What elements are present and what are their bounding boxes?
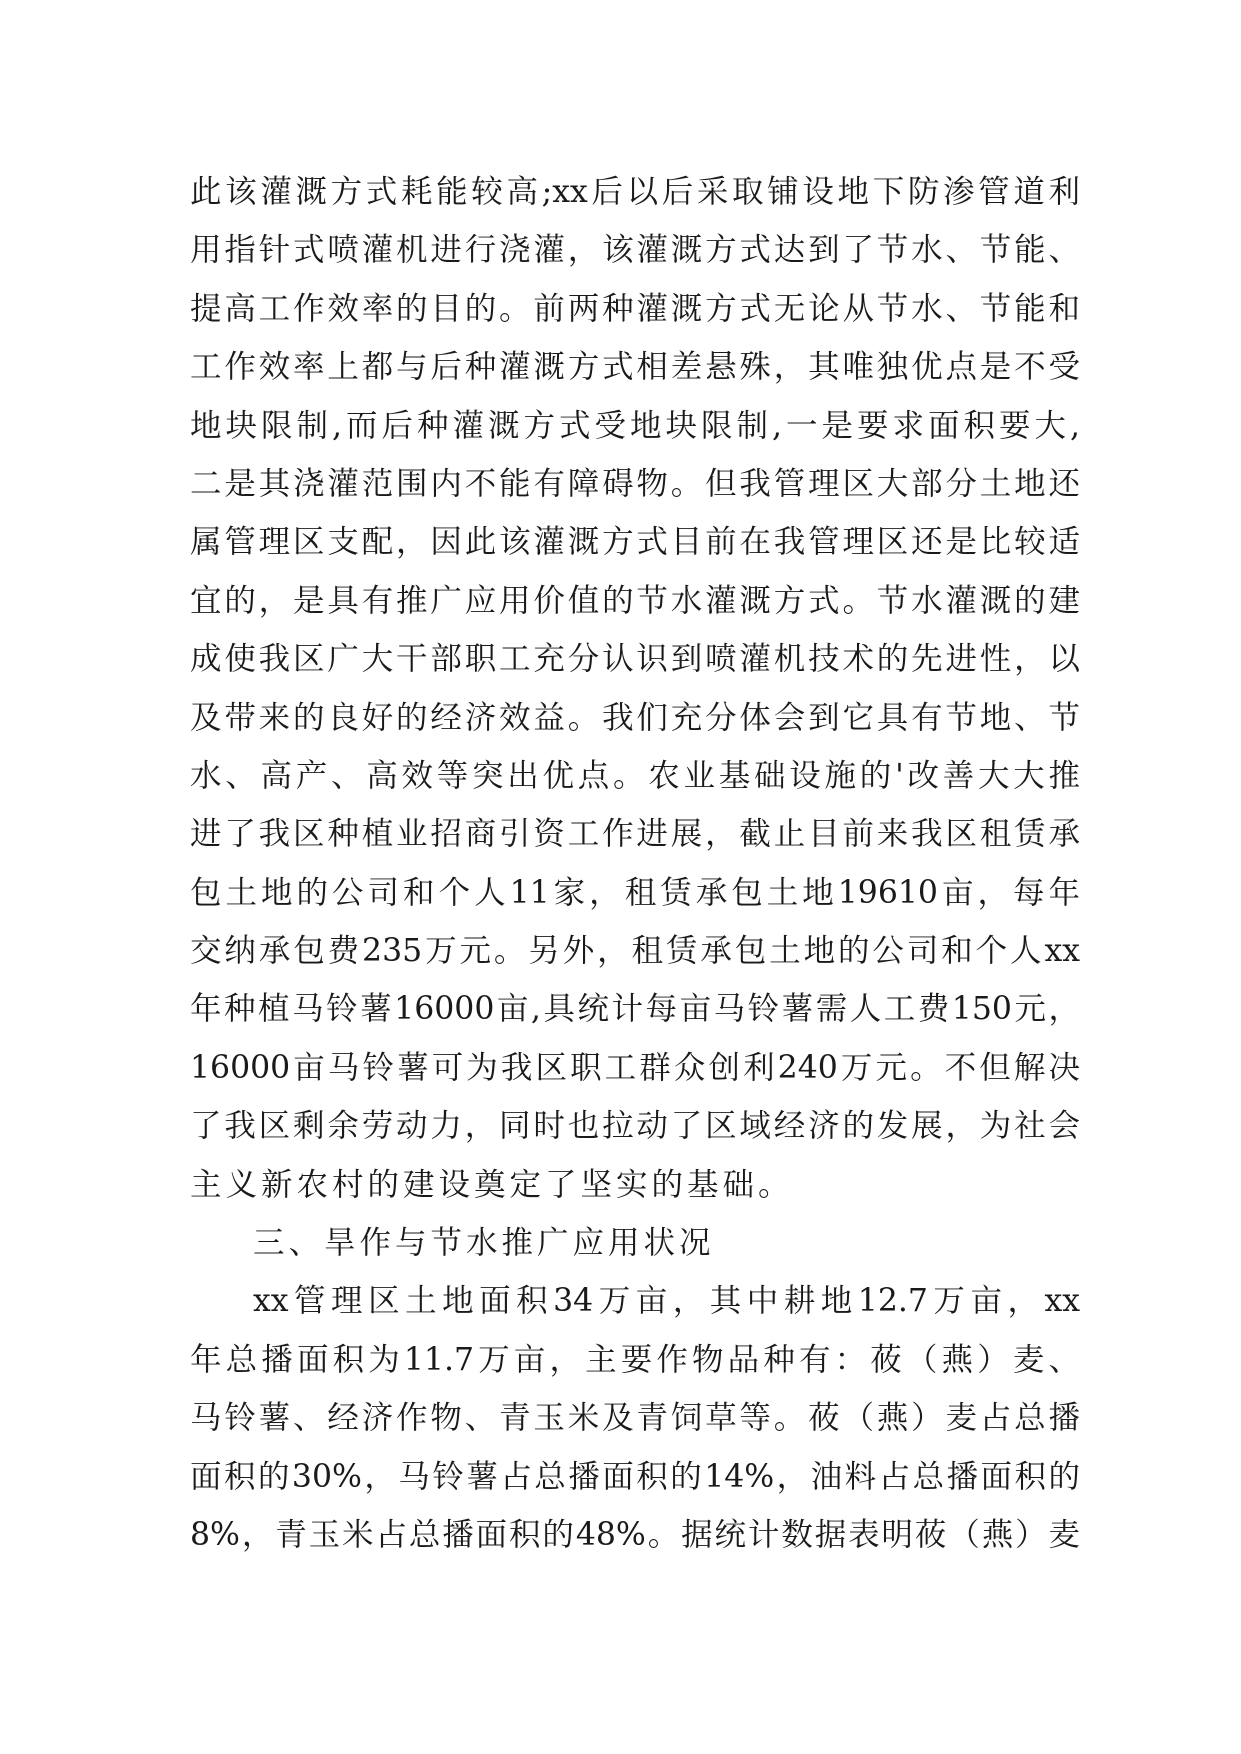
text-line: 进了我区种植业招商引资工作进展，截止目前来我区租赁承	[190, 816, 1080, 853]
text-line: 属管理区支配，因此该灌溉方式目前在我管理区还是比较适	[190, 524, 1080, 561]
text-line: xx管理区土地面积34万亩，其中耕地12.7万亩，xx	[253, 1283, 1080, 1320]
section-heading: 三、旱作与节水推广应用状况	[253, 1225, 715, 1262]
text-line: 主义新农村的建设奠定了坚实的基础。	[190, 1166, 794, 1203]
text-line: 马铃薯、经济作物、青玉米及青饲草等。莜（燕）麦占总播	[190, 1400, 1080, 1437]
text-line: 此该灌溉方式耗能较高;xx后以后采取铺设地下防渗管道利	[190, 174, 1080, 210]
text-line: 宜的，是具有推广应用价值的节水灌溉方式。节水灌溉的建	[190, 582, 1080, 619]
text-line: 水、高产、高效等突出优点。农业基础设施的'改善大大推	[190, 757, 1080, 794]
text-line: 包土地的公司和个人11家，租赁承包土地19610亩，每年	[190, 874, 1080, 911]
text-line: 二是其浇灌范围内不能有障碍物。但我管理区大部分土地还	[190, 465, 1080, 502]
text-line: 面积的30%，马铃薯占总播面积的14%，油料占总播面积的	[190, 1458, 1080, 1495]
text-line: 年总播面积为11.7万亩，主要作物品种有：莜（燕）麦、	[190, 1341, 1080, 1378]
text-line: 8%，青玉米占总播面积的48%。据统计数据表明莜（燕）麦	[190, 1516, 1080, 1553]
text-line: 工作效率上都与后种灌溉方式相差悬殊，其唯独优点是不受	[190, 349, 1080, 386]
text-line: 地块限制,而后种灌溉方式受地块限制,一是要求面积要大,	[190, 407, 1080, 444]
text-line: 年种植马铃薯16000亩,具统计每亩马铃薯需人工费150元，	[190, 991, 1080, 1028]
text-line: 提高工作效率的目的。前两种灌溉方式无论从节水、节能和	[190, 290, 1080, 327]
body-text	[190, 163, 1080, 1564]
text-line: 了我区剩余劳动力，同时也拉动了区域经济的发展，为社会	[190, 1108, 1080, 1145]
text-line: 交纳承包费235万元。另外，租赁承包土地的公司和个人xx	[190, 933, 1080, 970]
text-line: 及带来的良好的经济效益。我们充分体会到它具有节地、节	[190, 699, 1080, 736]
text-line: 16000亩马铃薯可为我区职工群众创利240万元。不但解决	[190, 1049, 1080, 1086]
text-line: 成使我区广大干部职工充分认识到喷灌机技术的先进性，以	[190, 641, 1080, 678]
text-line: 用指针式喷灌机进行浇灌，该灌溉方式达到了节水、节能、	[190, 232, 1080, 269]
